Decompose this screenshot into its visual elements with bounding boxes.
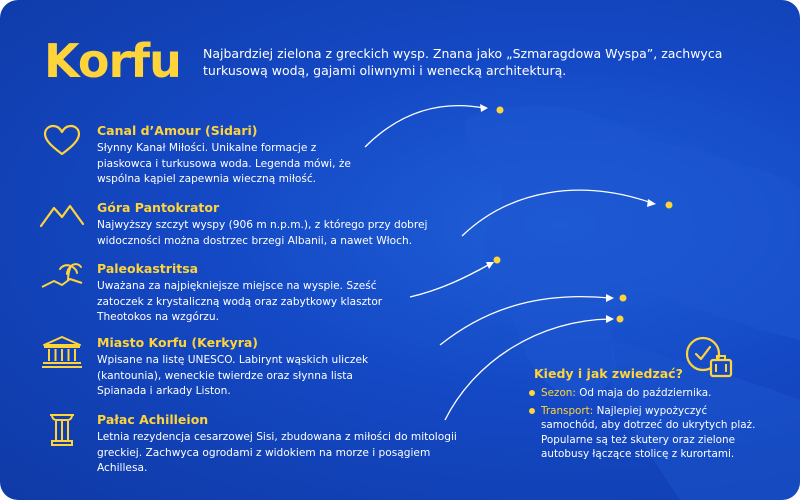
- bullet-dot: [529, 390, 535, 396]
- clock-suitcase-icon: [683, 334, 735, 380]
- building-icon: [40, 335, 84, 371]
- heart-icon: [40, 123, 84, 159]
- visit-section-title: Kiedy i jak zwiedzać?: [534, 366, 683, 381]
- place-description: Wpisane na listę UNESCO. Labirynt wąskich uliczek (kantounia), weneckie twierdze oraz słynna lista Spianada i arkady Liston.: [97, 354, 369, 397]
- visit-item-label: Sezon:: [541, 387, 576, 399]
- visit-info-list: [529, 386, 761, 465]
- palm-island-icon: [40, 261, 84, 297]
- column-icon: [40, 412, 84, 448]
- place-name: Canal d’Amour (Sidari): [97, 123, 258, 138]
- marker-paleokastritsa: [494, 257, 501, 264]
- place-description: Najwyższy szczyt wyspy (906 m n.p.m.), z którego przy dobrej widoczności można dostrzec brzegi Albanii, a nawet Włoch.: [97, 219, 428, 247]
- bullet-dot: [529, 408, 535, 414]
- place-description: Uważana za najpiękniejsze miejsce na wyspie. Sześć zatoczek z krystaliczną wodą oraz zabytkowy klasztor Theotokos na wzgórzu.: [97, 280, 383, 323]
- place-name: Pałac Achilleion: [97, 412, 209, 427]
- marker-canal-damour: [497, 107, 504, 114]
- mountain-icon: [40, 200, 84, 236]
- page-title: Korfu: [44, 34, 181, 88]
- place-description: Słynny Kanał Miłości. Unikalne formacje z piaskowca i turkusowa woda. Legenda mówi, że wspólna kąpiel zapewnia wieczną miłość.: [97, 142, 351, 185]
- marker-pantokrator: [666, 202, 673, 209]
- arrow-paleokastritsa: [410, 264, 490, 297]
- place-name: Miasto Korfu (Kerkyra): [97, 335, 259, 350]
- visit-item-transport: [529, 404, 761, 462]
- visit-item-text: Najlepiej wypożyczyć samochód, aby dotrzeć do ukrytych plaż. Popularne są też skutery oraz zielone autobusy łączące stolicę z kurortami.: [541, 404, 756, 460]
- place-name: Góra Pantokrator: [97, 200, 220, 215]
- marker-achilleion: [617, 316, 624, 323]
- page-subtitle: Najbardziej zielona z greckich wysp. Znana jako „Szmaragdowa Wyspa”, zachwyca turkusową wodą, gajami oliwnymi i wenecką architekturą.: [203, 46, 723, 78]
- place-description: Letnia rezydencja cesarzowej Sisi, zbudowana z miłości do mitologii greckiej. Zachwyca ogrodami z widokiem na morze i posągiem Achillesa.: [97, 431, 457, 474]
- visit-item-label: Transport:: [541, 404, 594, 417]
- visit-item-text: Od maja do października.: [575, 387, 712, 399]
- place-name: Paleokastritsa: [97, 261, 199, 276]
- visit-item-season: [529, 386, 761, 401]
- marker-kerkyra: [620, 295, 627, 302]
